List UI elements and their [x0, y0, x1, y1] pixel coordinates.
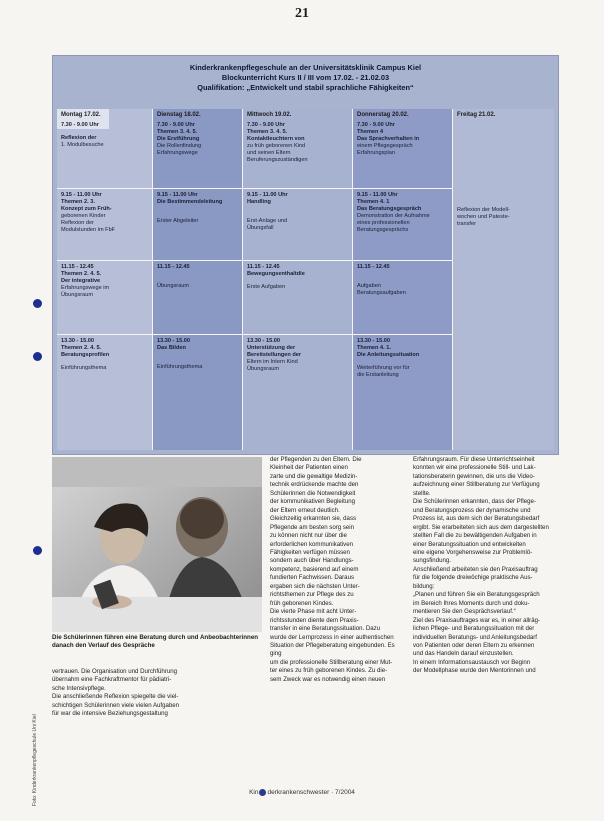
- schedule-cell-line: 9.15 - 11.00 Uhr: [247, 192, 288, 198]
- schedule-cell-line: 11.15 - 12.45: [247, 264, 280, 270]
- schedule-grid: [57, 109, 554, 450]
- schedule-table: [52, 55, 559, 455]
- text-line: konnten wir eine professionelle Still- und Lak-: [413, 464, 536, 472]
- text-line: transfer in eine Beratungssituation. Dazu: [270, 625, 381, 633]
- text-column-2: [270, 456, 402, 684]
- schedule-cell: [453, 186, 554, 386]
- schedule-day-header: Montag 17.02.: [57, 109, 109, 129]
- text-line: Erfahrungsraum. Für diese Unterrichtseinheit: [413, 456, 535, 463]
- schedule-cell-line: Beratungsprofilen: [61, 352, 110, 358]
- schedule-cell-line: Demonstration der Aufnahme: [357, 213, 430, 219]
- schedule-cell-line: Die Erstführung: [157, 136, 200, 142]
- schedule-title-line: Blockunterricht Kurs II / III vom 17.02. - 21.02.03: [221, 73, 390, 82]
- schedule-cell-line: Übungsraum: [61, 292, 94, 298]
- schedule-title: [53, 56, 558, 108]
- magazine-logo-icon: [259, 789, 266, 796]
- text-line: In einem Informationsaustausch vor Beginn: [413, 658, 531, 666]
- schedule-cell: [353, 260, 452, 334]
- text-line: Kleinheit der Patienten einen: [270, 464, 348, 472]
- schedule-cell-line: 7.30 - 9.00 Uhr: [157, 122, 195, 128]
- schedule-cell-line: Themen 2. 4. 5.: [61, 271, 102, 277]
- schedule-cell-line: Unterstützung der: [247, 345, 296, 351]
- bullet-dot-icon: [33, 299, 42, 308]
- text-line: sungsfindung.: [413, 557, 451, 565]
- schedule-cell-line: Themen 3. 4. 5.: [247, 129, 288, 135]
- schedule-cell: [243, 119, 352, 196]
- text-line: richtsstunden diente dem Praxis-: [270, 616, 359, 624]
- page-footer: [0, 789, 604, 796]
- schedule-cell-line: eines professionellen: [357, 220, 410, 226]
- schedule-cell-line: einem Pflegegespräch: [357, 143, 413, 149]
- text-column-1: [52, 668, 264, 719]
- text-line: sem Zweck war es notwendig einen neuen: [270, 675, 386, 683]
- schedule-cell-line: 1. Modulbesuche: [61, 142, 104, 148]
- text-line: der Pflegenden zu den Eltern. Die: [270, 456, 362, 463]
- text-line: im Bereich Ihres Moments durch und doku-: [413, 599, 530, 607]
- schedule-cell-line: 13.30 - 15.00: [247, 338, 280, 344]
- schedule-cell-line: Modulstunden im FbF: [61, 227, 116, 233]
- text-line: stellte.: [413, 489, 431, 497]
- text-line: aufzeichnung einer Stillberatung zur Verfügung: [413, 481, 540, 489]
- schedule-cell: [153, 188, 242, 260]
- schedule-day-header: Dienstag 18.02.: [157, 112, 201, 118]
- text-line: lichen Pflege- und Beratungssituation mit der: [413, 625, 535, 633]
- schedule-cell-line: Beruferungszuständigen: [247, 157, 308, 163]
- schedule-cell: [243, 260, 352, 334]
- photo-credit-text: Foto: Kinderkrankenpflegeschule Uni Kiel: [32, 714, 38, 806]
- schedule-day-column: [153, 109, 243, 450]
- text-line: stellten Fall die zu bewältigenden Aufgaben in: [413, 532, 537, 540]
- schedule-title-line: Qualifikation: „Entwickelt und stabil sprachliche Fähigkeiten“: [197, 83, 414, 92]
- text-line: Die vierte Phase mit acht Unter-: [270, 608, 357, 616]
- schedule-day-header: Donnerstag 20.02.: [357, 112, 409, 118]
- text-line: von Patienten oder deren Eltern zu erkennen: [413, 641, 535, 649]
- schedule-cell: [243, 334, 352, 452]
- text-line: um die professionelle Stillberatung einer Mut-: [270, 658, 393, 666]
- text-line: ergibt. Sie erarbeiteten sich aus dem dargestellten: [413, 523, 549, 531]
- schedule-cell-line: Kontaktleuchtern von: [247, 136, 305, 142]
- schedule-cell-line: Aufgaben: [357, 283, 381, 289]
- schedule-cell-line: Beratungsgesprächs: [357, 227, 409, 233]
- schedule-cell-line: Die Bestimmendeleitung: [157, 199, 223, 205]
- text-line: vertrauen. Die Organisation und Durchführung: [52, 668, 177, 675]
- text-line: Fähigkeiten verfügen müssen: [270, 548, 350, 556]
- schedule-cell: [353, 188, 452, 260]
- photo-caption: Die Schülerinnen führen eine Beratung durch und Anbeobachterinnen danach den Verlauf des Gespräche: [52, 634, 259, 649]
- schedule-cell-line: 7.30 - 9.00 Uhr: [247, 122, 285, 128]
- footer-text-left: Kin: [249, 789, 259, 797]
- text-line: der Modellphase wurde den Mentorinnen und: [413, 667, 536, 675]
- text-line: Situation der Pflegeberatung eingebunden. Es ging: [270, 641, 395, 658]
- schedule-cell-line: Das Beratungsgespräch: [357, 206, 422, 212]
- schedule-cell-line: Übungsraum: [157, 283, 190, 289]
- text-line: ter eines zu früh geborenen Kindes. Zu die-: [270, 667, 388, 675]
- text-line: der kommunikativen Begleitung: [270, 498, 356, 506]
- text-line: wurde der Lernprozess in einer authentischen: [270, 633, 394, 641]
- text-line: Ziel des Praxisauftrages war es, in einer allräg-: [413, 616, 541, 624]
- text-line: individuellen Beratungs- und Anleitungsbedarf: [413, 633, 537, 641]
- schedule-cell-line: Themen 4. 1: [357, 199, 390, 205]
- text-line: für die folgende dreiwöchige praktische Aus-: [413, 574, 533, 582]
- schedule-cell-line: Erfahrungswege im: [61, 285, 110, 291]
- schedule-day-header: Mittwoch 19.02.: [247, 112, 292, 118]
- text-line: ergaben sich die nächsten Unter-: [270, 582, 360, 590]
- schedule-cell-line: 13.30 - 15.00: [357, 338, 390, 344]
- schedule-day-column: [353, 109, 453, 450]
- text-line: sondern auch über Handlungs-: [270, 557, 354, 565]
- schedule-cell-line: geborenen Kinder: [61, 213, 106, 219]
- text-line: Prozess ist, aus dem sich der Beratungsbedarf: [413, 515, 540, 523]
- schedule-cell-line: Erst-Anlage und: [247, 218, 288, 224]
- schedule-cell-line: 11.15 - 12.45: [61, 264, 94, 270]
- text-line: und Beratungsprozess der dynamische und: [413, 506, 531, 514]
- schedule-cell-line: Themen 2. 4. 5.: [61, 345, 102, 351]
- schedule-day-column: [57, 109, 153, 450]
- text-line: Pflegende am besten sorg sein: [270, 523, 355, 531]
- text-line: bildung:: [413, 582, 435, 590]
- text-line: zu können nicht nur über die: [270, 532, 347, 540]
- text-line: der Eltern erneut deutlich.: [270, 506, 340, 514]
- schedule-cell: [153, 260, 242, 334]
- schedule-cell-line: Übungsfall: [247, 225, 274, 231]
- footer-text-right: derkrankenschwester · 7/2004: [267, 789, 355, 797]
- schedule-day-header: Freitag 21.02.: [457, 112, 496, 118]
- text-line: erforderlichen kommunikativen: [270, 540, 353, 548]
- schedule-cell-line: Themen 2. 3.: [61, 199, 95, 205]
- text-line: schichtigen Schülerinnen viele vielen Aufgaben: [52, 701, 180, 709]
- students-photo: [52, 457, 262, 632]
- text-line: Die Schülerinnen erkannten, dass der Pflege-: [413, 498, 536, 506]
- schedule-cell-line: transfer: [457, 221, 476, 227]
- text-line: Die anschließende Reflexion spiegelte die viel-: [52, 693, 179, 701]
- schedule-cell-line: Einführungsthema: [157, 364, 203, 370]
- schedule-title-line: Kinderkrankenpflegeschule an der Universitätsklinik Campus Kiel: [189, 63, 422, 72]
- schedule-cell-line: Das Bilden: [157, 345, 186, 351]
- schedule-cell-line: wochen und Pateste-: [457, 214, 510, 220]
- text-column-3: [413, 456, 563, 676]
- page-number: 21: [295, 6, 309, 21]
- schedule-cell-line: Erster Abgeleiter: [157, 218, 199, 224]
- schedule-cell-line: Die Anleitungssituation: [357, 352, 420, 358]
- schedule-day-column: [243, 109, 353, 450]
- schedule-cell-line: Themen 4. 1.: [357, 345, 391, 351]
- text-line: übernahm eine Fachkraftmentor für pädiatri-: [52, 676, 172, 684]
- schedule-cell: [57, 260, 152, 334]
- schedule-cell-line: 7.30 - 9.00 Uhr: [61, 122, 99, 128]
- text-line: zarte und die gewaltige Medizin-: [270, 472, 358, 480]
- schedule-cell-line: Erste Aufgaben: [247, 284, 286, 290]
- text-line: technik erdrückende machte den: [270, 481, 359, 489]
- text-line: fundierten Fachwissen. Daraus: [270, 574, 355, 582]
- bullet-dot-icon: [33, 546, 42, 555]
- schedule-cell: [153, 334, 242, 452]
- text-line: Gleichzeitig erkannten sie, dass: [270, 515, 357, 523]
- schedule-cell: [353, 119, 452, 196]
- schedule-cell: [57, 119, 152, 196]
- schedule-cell-line: 7.30 - 9.00 Uhr: [357, 122, 395, 128]
- schedule-cell-line: 13.30 - 15.00: [157, 338, 190, 344]
- schedule-cell-line: 9.15 - 11.00 Uhr: [357, 192, 398, 198]
- text-line: mentieren Sie den Gesprächsverlauf.“: [413, 608, 516, 616]
- text-line: und das Handeln darauf einzustellen.: [413, 650, 514, 658]
- schedule-cell-line: 13.30 - 15.00: [61, 338, 94, 344]
- bullet-dot-icon: [33, 352, 42, 361]
- schedule-cell-line: und seinen Eltern: [247, 150, 291, 156]
- text-line: Anschließend arbeiteten sie den Praxisauftrag: [413, 565, 538, 573]
- schedule-cell-line: 11.15 - 12.45: [157, 264, 190, 270]
- schedule-cell: [353, 334, 452, 452]
- text-line: einer Beratungssituation und entwickelten: [413, 540, 526, 548]
- text-line: eine eigene Vorgehensweise zur Problemlö-: [413, 548, 533, 556]
- schedule-cell-line: die Erstanleitung: [357, 372, 399, 378]
- schedule-cell-line: Handling: [247, 199, 271, 205]
- text-line: kompetenz, basierend auf einem: [270, 565, 359, 573]
- schedule-cell-line: Übungsraum: [247, 366, 280, 372]
- schedule-cell-line: Reflexion der: [61, 135, 97, 141]
- schedule-day-column: [453, 109, 554, 450]
- schedule-cell-line: Einführungsthema: [61, 365, 107, 371]
- text-line: richtsthemen zur Pflege des zu: [270, 591, 354, 599]
- schedule-cell-line: Themen 4: [357, 129, 384, 135]
- schedule-cell: [153, 119, 242, 196]
- schedule-cell-line: Reflexion der Modell-: [457, 207, 510, 213]
- schedule-cell-line: Beratungsaufgaben: [357, 290, 406, 296]
- schedule-cell: [243, 188, 352, 260]
- text-line: „Planen und führen Sie ein Beratungsgespräch: [413, 591, 540, 599]
- schedule-cell-line: Konzept zum Früh-: [61, 206, 112, 212]
- text-line: tationsberaterin gewinnen, die uns die Video-: [413, 472, 535, 480]
- schedule-cell-line: Das Sprachverhalten in: [357, 136, 420, 142]
- schedule-cell-line: Erfahrungswege: [157, 150, 198, 156]
- text-line: Schülerinnen die Notwendigkeit: [270, 489, 356, 497]
- schedule-cell-line: 9.15 - 11.00 Uhr: [61, 192, 102, 198]
- schedule-cell-line: Weiterführung vor für: [357, 365, 410, 371]
- text-line: sche Intensivpflege.: [52, 684, 106, 692]
- schedule-cell: [57, 188, 152, 260]
- schedule-cell-line: Themen 3. 4. 5.: [157, 129, 198, 135]
- schedule-cell-line: 11.15 - 12.45: [357, 264, 390, 270]
- schedule-cell: [57, 334, 152, 452]
- schedule-cell-line: 9.15 - 11.00 Uhr: [157, 192, 198, 198]
- schedule-cell-line: Reflexion der: [61, 220, 94, 226]
- text-line: für war die intensive Beziehungsgestaltung: [52, 710, 168, 718]
- text-line: früh geborenen Kindes.: [270, 599, 334, 607]
- schedule-cell-line: Eltern im Intern Kind: [247, 359, 298, 365]
- schedule-cell-line: Der integrative: [61, 278, 101, 284]
- schedule-cell-line: Bereitstellungen der: [247, 352, 302, 358]
- schedule-cell-line: zu früh geborenen Kind: [247, 143, 306, 149]
- schedule-cell-line: Die Rollenfindung: [157, 143, 202, 149]
- schedule-cell-line: Erfahrungsplan: [357, 150, 395, 156]
- schedule-cell-line: Bewegungsenthaltdie: [247, 271, 305, 277]
